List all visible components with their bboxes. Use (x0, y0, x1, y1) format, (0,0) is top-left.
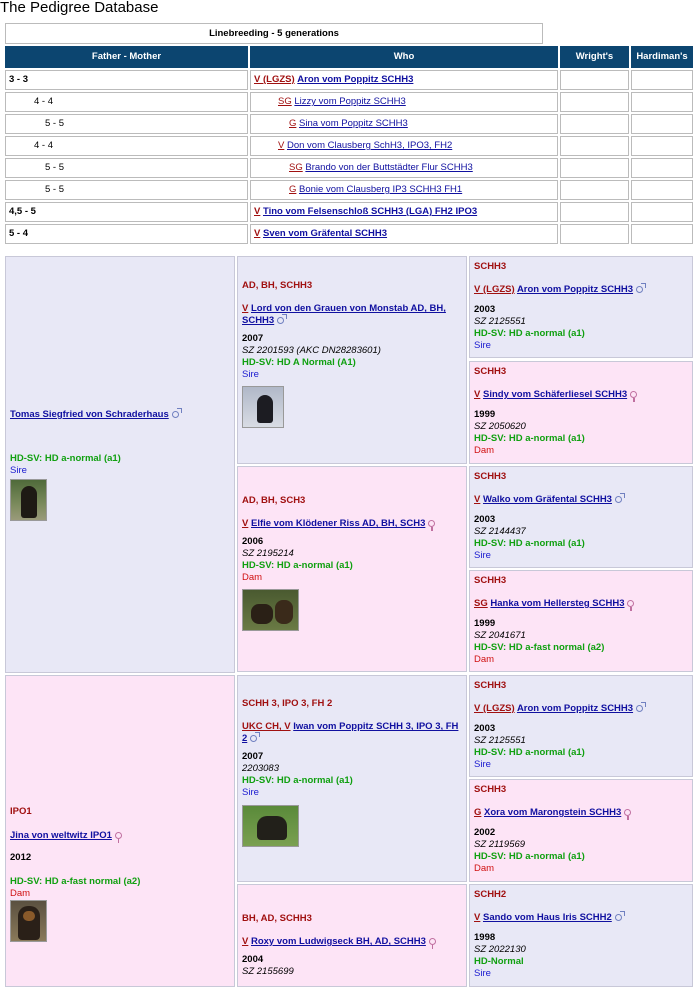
dog-photo[interactable] (10, 479, 47, 521)
male-symbol-icon (250, 735, 257, 742)
dog-link[interactable]: Xora vom Marongstein SCHH3 (484, 807, 622, 818)
hd-score: HD-SV: HD a-normal (a1) (474, 538, 585, 549)
male-symbol-icon (636, 705, 643, 712)
registration-number: 2203083 (242, 763, 279, 774)
title-list: SCHH 3, IPO 3, FH 2 (242, 698, 333, 709)
male-symbol-icon (615, 496, 622, 503)
linebreeding-who (250, 70, 558, 90)
dog-link[interactable]: Sven vom Gräfental SCHH3 (262, 228, 388, 239)
col-header-father-mother: Father - Mother (5, 46, 248, 68)
dog-link[interactable]: Lizzy vom Poppitz SCHH3 (294, 96, 406, 107)
male-symbol-icon (277, 317, 284, 324)
pedigree-cell-dam-dam (237, 884, 467, 987)
rating-prefix[interactable]: V (242, 303, 249, 314)
dog-link[interactable]: Tino vom Felsenschloß SCHH3 (LGA) FH2 IPO3 (262, 206, 478, 217)
rating-prefix[interactable]: G (474, 807, 482, 818)
dog-link[interactable]: Aron vom Poppitz SCHH3 (297, 74, 414, 85)
male-symbol-icon (615, 914, 622, 921)
pedigree-cell-ssd (469, 361, 693, 464)
female-symbol-icon (429, 938, 436, 945)
dog-link[interactable]: Bonie vom Clausberg IP3 SCHH3 FH1 (299, 184, 463, 195)
registration-number: SZ 2022130 (474, 944, 526, 955)
hardiman-coefficient (631, 158, 693, 178)
dog-link[interactable]: Aron vom Poppitz SCHH3 (516, 703, 634, 714)
registration-number: SZ 2125551 (474, 316, 526, 327)
birth-year: 2003 (474, 514, 496, 525)
wright-coefficient (560, 92, 629, 112)
dog-link[interactable]: Lord von den Grauen von Monstab AD, BH, SCHH3 (242, 303, 446, 326)
linebreeding-gen: 4,5 - 5 (5, 202, 248, 222)
sex-label: Sire (10, 465, 27, 476)
dog-link[interactable]: Hanka vom Hellersteg SCHH3 (490, 598, 625, 609)
sex-label: Dam (474, 445, 495, 456)
rating-prefix[interactable]: V (278, 140, 285, 151)
hd-score: HD-SV: HD a-normal (a1) (474, 328, 585, 339)
registration-number: SZ 2144437 (474, 526, 526, 537)
title-list: IPO1 (10, 806, 32, 817)
birth-year: 2004 (242, 954, 264, 965)
female-symbol-icon (624, 809, 631, 816)
hd-score: HD-SV: HD a-fast normal (a2) (10, 876, 141, 887)
hardiman-coefficient (631, 70, 693, 90)
title-list: SCHH3 (474, 680, 507, 691)
female-symbol-icon (627, 600, 634, 607)
dog-link[interactable]: Aron vom Poppitz SCHH3 (516, 284, 634, 295)
sex-label: Sire (474, 759, 491, 770)
birth-year: 2002 (474, 827, 496, 838)
hd-score: HD-SV: HD a-normal (a1) (242, 775, 353, 786)
title-list: AD, BH, SCH3 (242, 495, 306, 506)
male-symbol-icon (172, 411, 179, 418)
dog-link[interactable]: Elfie vom Klödener Riss AD, BH, SCH3 (250, 518, 426, 529)
rating-prefix[interactable]: V (LGZS) (254, 74, 295, 85)
hd-score: HD-SV: HD A Normal (A1) (242, 357, 356, 368)
birth-year: 2007 (242, 751, 264, 762)
col-header-wright: Wright's (560, 46, 629, 68)
hardiman-coefficient (631, 92, 693, 112)
pedigree-cell-sire-sire (237, 256, 467, 464)
hd-score: HD-SV: HD a-normal (a1) (474, 433, 585, 444)
rating-prefix[interactable]: V (254, 206, 261, 217)
registration-number: SZ 2119569 (474, 839, 526, 850)
hd-score: HD-SV: HD a-normal (a1) (242, 560, 353, 571)
hd-score: HD-SV: HD a-normal (a1) (474, 851, 585, 862)
dog-link[interactable]: Sina vom Poppitz SCHH3 (299, 118, 408, 129)
registration-number: SZ 2195214 (242, 548, 294, 559)
title-list: SCHH3 (474, 261, 507, 272)
rating-prefix[interactable]: V (474, 494, 481, 505)
sex-label: Sire (242, 369, 259, 380)
linebreeding-who (250, 136, 558, 156)
hardiman-coefficient (631, 114, 693, 134)
rating-prefix[interactable]: G (289, 118, 297, 129)
birth-year: 2006 (242, 536, 264, 547)
registration-number: SZ 2050620 (474, 421, 526, 432)
male-symbol-icon (636, 286, 643, 293)
title-list: SCHH3 (474, 366, 507, 377)
dog-photo[interactable] (242, 805, 299, 847)
registration-number: SZ 2041671 (474, 630, 526, 641)
linebreeding-who (250, 180, 558, 200)
site-title: The Pedigree Database (0, 0, 159, 16)
birth-year: 1999 (474, 409, 496, 420)
hd-score: HD-Normal (474, 956, 524, 967)
registration-number: SZ 2125551 (474, 735, 526, 746)
linebreeding-gen: 5 - 5 (5, 114, 248, 134)
pedigree-cell-sire (5, 256, 235, 673)
wright-coefficient (560, 136, 629, 156)
title-list: SCHH2 (474, 889, 507, 900)
registration-number: SZ 2201593 (AKC DN28283601) (242, 345, 381, 356)
linebreeding-who (250, 158, 558, 178)
linebreeding-gen: 5 - 5 (5, 180, 248, 200)
title-list: SCHH3 (474, 471, 507, 482)
rating-prefix[interactable]: V (242, 518, 249, 529)
linebreeding-gen: 3 - 3 (5, 70, 248, 90)
sex-label: Dam (10, 888, 31, 899)
pedigree-cell-dam-sire (237, 675, 467, 882)
rating-prefix[interactable]: SG (278, 96, 292, 107)
sex-label: Dam (474, 654, 495, 665)
dog-photo[interactable] (242, 589, 299, 631)
sex-label: Sire (474, 550, 491, 561)
linebreeding-gen: 5 - 5 (5, 158, 248, 178)
title-list: SCHH3 (474, 784, 507, 795)
dog-link[interactable]: Iwan vom Poppitz SCHH 3, IPO 3, FH 2 (242, 721, 459, 744)
rating-prefix[interactable]: UKC CH, V (242, 721, 291, 732)
linebreeding-who (250, 92, 558, 112)
dog-link[interactable]: Tomas Siegfried von Schraderhaus (10, 409, 169, 420)
dog-photo[interactable] (10, 900, 47, 942)
wright-coefficient (560, 70, 629, 90)
rating-prefix[interactable]: V (242, 936, 249, 947)
hardiman-coefficient (631, 224, 693, 244)
col-header-who: Who (250, 46, 558, 68)
birth-year: 2003 (474, 304, 496, 315)
rating-prefix[interactable]: V (LGZS) (474, 284, 515, 295)
hardiman-coefficient (631, 202, 693, 222)
hd-score: HD-SV: HD a-normal (a1) (474, 747, 585, 758)
pedigree-cell-sss (469, 256, 693, 358)
female-symbol-icon (115, 832, 122, 839)
dog-link[interactable]: Don vom Clausberg SchH3, IPO3, FH2 (286, 140, 453, 151)
birth-year: 1998 (474, 932, 496, 943)
wright-coefficient (560, 224, 629, 244)
rating-prefix[interactable]: G (289, 184, 297, 195)
linebreeding-gen: 4 - 4 (5, 136, 248, 156)
wright-coefficient (560, 114, 629, 134)
title-list: AD, BH, SCHH3 (242, 280, 313, 291)
rating-prefix[interactable]: V (474, 389, 481, 400)
female-symbol-icon (630, 391, 637, 398)
title-list: SCHH3 (474, 575, 507, 586)
linebreeding-who (250, 202, 558, 222)
hardiman-coefficient (631, 180, 693, 200)
hardiman-coefficient (631, 136, 693, 156)
hd-score: HD-SV: HD a-normal (a1) (10, 453, 121, 464)
rating-prefix[interactable]: SG (289, 162, 303, 173)
sex-label: Dam (474, 863, 495, 874)
sex-label: Sire (474, 968, 491, 979)
pedigree-cell-dds (469, 884, 693, 987)
rating-prefix[interactable]: SG (474, 598, 488, 609)
pedigree-cell-dss (469, 675, 693, 777)
rating-prefix[interactable]: V (254, 228, 261, 239)
pedigree-cell-sdd (469, 570, 693, 672)
dog-link[interactable]: Roxy vom Ludwigseck BH, AD, SCHH3 (250, 936, 426, 947)
sex-label: Dam (242, 572, 263, 583)
dog-link[interactable]: Sando vom Haus Iris SCHH2 (482, 912, 612, 923)
rating-prefix[interactable]: V (474, 912, 481, 923)
rating-prefix[interactable]: V (LGZS) (474, 703, 515, 714)
linebreeding-gen: 4 - 4 (5, 92, 248, 112)
linebreeding-caption: Linebreeding - 5 generations (5, 23, 543, 44)
wright-coefficient (560, 202, 629, 222)
dog-link[interactable]: Sindy vom Schäferliesel SCHH3 (482, 389, 628, 400)
sex-label: Sire (242, 787, 259, 798)
linebreeding-who (250, 114, 558, 134)
col-header-hardiman: Hardiman's (631, 46, 693, 68)
linebreeding-who (250, 224, 558, 244)
title-list: BH, AD, SCHH3 (242, 913, 312, 924)
birth-year: 1999 (474, 618, 496, 629)
pedigree-cell-sds (469, 466, 693, 568)
dog-link[interactable]: Brando von der Buttstädter Flur SCHH3 (305, 162, 473, 173)
pedigree-cell-dsd (469, 779, 693, 882)
linebreeding-gen: 5 - 4 (5, 224, 248, 244)
sex-label: Sire (474, 340, 491, 351)
dog-link[interactable]: Jina von weltwitz IPO1 (10, 830, 112, 841)
wright-coefficient (560, 158, 629, 178)
pedigree-cell-dam (5, 675, 235, 987)
hd-score: HD-SV: HD a-fast normal (a2) (474, 642, 605, 653)
birth-year: 2003 (474, 723, 496, 734)
registration-number: SZ 2155699 (242, 966, 294, 977)
female-symbol-icon (428, 520, 435, 527)
birth-year: 2007 (242, 333, 264, 344)
wright-coefficient (560, 180, 629, 200)
dog-photo[interactable] (242, 386, 284, 428)
dog-link[interactable]: Walko vom Gräfental SCHH3 (482, 494, 612, 505)
pedigree-cell-sire-dam (237, 466, 467, 672)
birth-year: 2012 (10, 852, 32, 863)
